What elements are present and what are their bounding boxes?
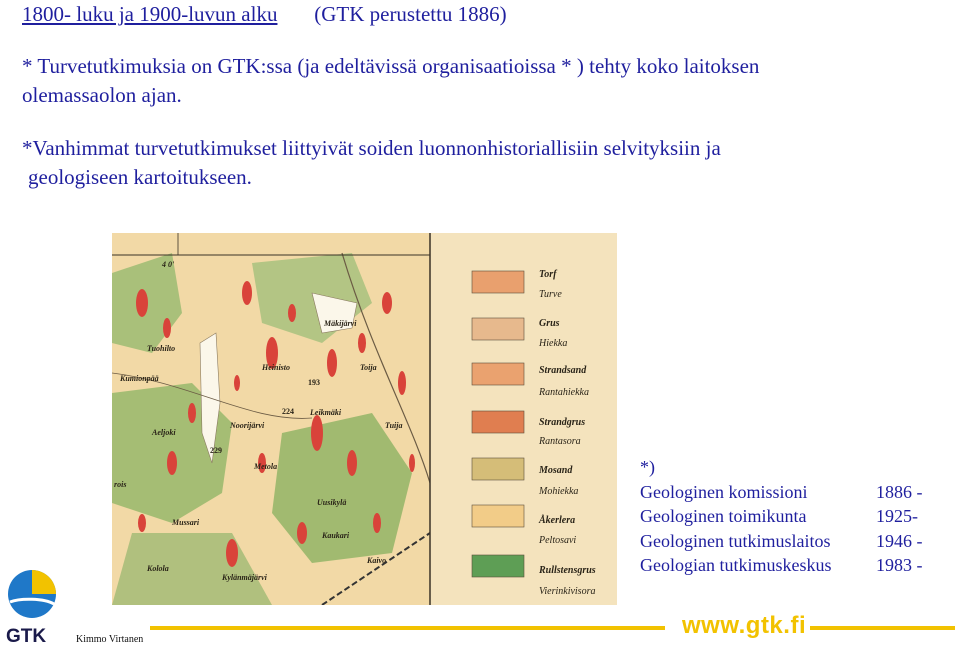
paragraph-2-line-1: *Vanhimmat turvetutkimukset liittyivät soiden luonnonhistoriallisiin selvityksiin ja (22, 136, 721, 160)
map-place-label: Leikmäki (310, 408, 342, 417)
legend-sublabel: Rantahiekka (539, 387, 589, 398)
title-main: 1800- luku ja 1900-luvun alku (22, 2, 278, 26)
legend-label: Mosand (539, 465, 573, 476)
notes-org-years: 1925- (876, 506, 918, 526)
map-place-label: Kolola (147, 564, 169, 573)
map-place-label: Mäkijärvi (324, 319, 357, 328)
legend-label: Rullstensgrus (539, 565, 596, 576)
footer-divider-right (810, 626, 955, 630)
map-coord-label: 4 0' (162, 260, 175, 269)
legend-sublabel: Vierinkivisora (539, 586, 596, 597)
historic-peat-map (112, 233, 617, 605)
legend-label: Grus (539, 318, 560, 329)
map-place-label: Kylänmäjärvi (222, 573, 267, 582)
map-number: 224 (282, 407, 294, 416)
map-place-label: Noorijärvi (230, 421, 265, 430)
legend-sublabel: Rantasora (539, 436, 581, 447)
legend-label: Strandgrus (539, 417, 586, 428)
paragraph-1 (22, 52, 759, 110)
notes-org-years: 1946 - (876, 530, 923, 551)
map-place-label: Uusikylä (317, 498, 347, 507)
notes-org-name: Geologinen tutkimuslaitos (640, 530, 831, 551)
map-place-label: Tuija (385, 421, 403, 430)
map-place-label: Toija (360, 363, 377, 372)
logo-text: GTK (6, 626, 47, 646)
map-place-label: Tuohilto (147, 344, 176, 353)
legend-sublabel: Mohiekka (539, 486, 579, 497)
notes-row (640, 529, 923, 554)
paragraph-1-line-1: * Turvetutkimuksia on GTK:ssa (ja edeltävissä organisaatioissa * ) tehty koko laitoksen (22, 54, 760, 78)
notes-org-years: 1886 - (876, 481, 923, 502)
legend-label: Åkerlera (539, 515, 576, 526)
notes-star: *) (640, 457, 655, 477)
notes-org-name: Geologinen komissioni (640, 481, 808, 502)
notes-row (640, 553, 923, 578)
map-number: 193 (308, 378, 320, 387)
title-extra: (GTK perustettu 1886) (314, 2, 507, 26)
map-area (112, 233, 430, 605)
map-place-label: Metola (254, 462, 278, 471)
notes-org-name: Geologinen toimikunta (640, 506, 807, 526)
gtk-logo (4, 568, 64, 646)
organisation-history-notes (640, 455, 923, 578)
author-name: Kimmo Virtanen (76, 634, 144, 645)
map-place-label: Kumionpää (120, 374, 159, 383)
paragraph-2 (22, 134, 721, 192)
map-place-label: Kaivo (367, 556, 387, 565)
map-place-label: Heinisto (262, 363, 291, 372)
legend-label: Torf (539, 269, 557, 280)
notes-org-name: Geologian tutkimuskeskus (640, 555, 832, 575)
paragraph-1-line-2: olemassaolon ajan. (22, 83, 182, 107)
legend-sublabel: Peltosavi (539, 535, 577, 546)
map-place-label: Kaukari (322, 531, 350, 540)
map-place-label: rois (114, 480, 127, 489)
notes-row (640, 504, 923, 529)
map-place-label: Mussari (172, 518, 200, 527)
notes-org-years: 1983 - (876, 555, 923, 575)
map-number: 229 (210, 446, 222, 455)
legend-label: Strandsand (539, 365, 587, 376)
footer-divider (150, 626, 665, 630)
paragraph-2-line-2: geologiseen kartoitukseen. (28, 165, 252, 189)
legend-sublabel: Turve (539, 289, 562, 300)
notes-row (640, 480, 923, 505)
website-link[interactable]: www.gtk.fi (682, 612, 807, 639)
slide-title (22, 2, 507, 27)
map-place-label: Aeljoki (152, 428, 176, 437)
legend-sublabel: Hiekka (539, 338, 568, 349)
